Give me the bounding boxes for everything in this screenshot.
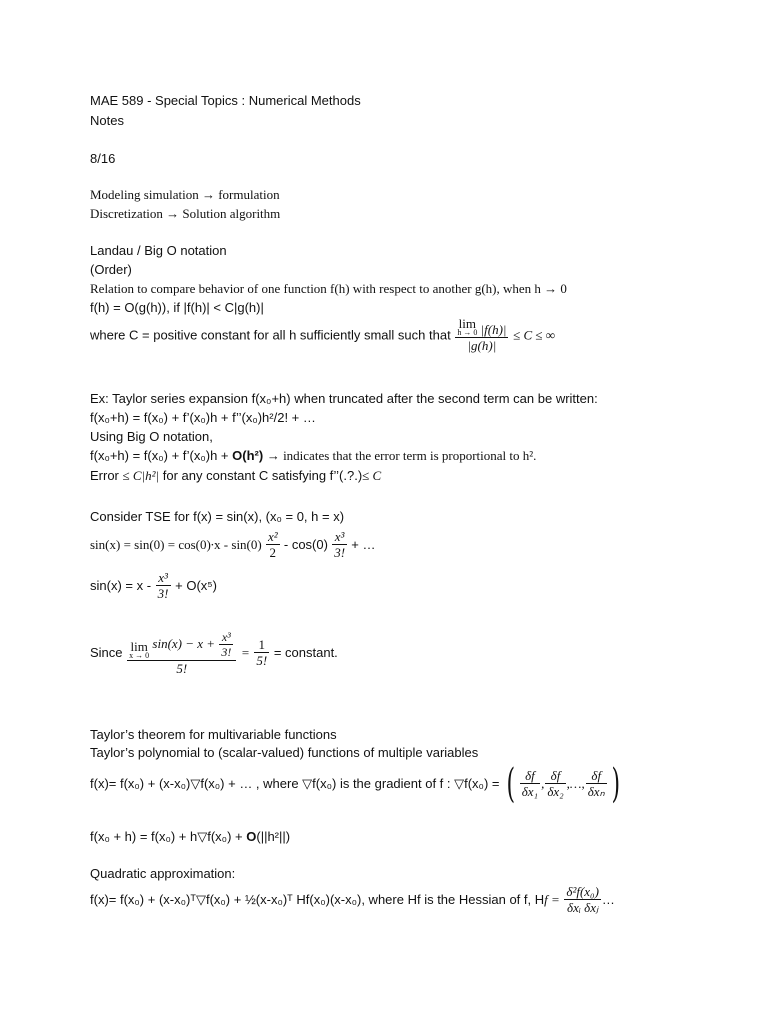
error-line: Error ≤ C|h²| for any constant C satisfying f’’(.?.)≤ C xyxy=(90,468,382,483)
multivar-title: Taylor’s theorem for multivariable functions xyxy=(90,727,337,742)
lim-operator: lim h → 0 xyxy=(457,316,478,337)
error-bound-expr: ≤ C|h²| xyxy=(122,468,160,483)
df-dx2: $\frac{\delta f}{\text{δx₂}}$ xyxy=(547,768,564,799)
date-label: 8/16 xyxy=(90,151,116,166)
df-dxn: $\frac{\delta f}{\text{δxₙ}}$ xyxy=(587,768,605,799)
bigo-definition: f(h) = O(g(h)), if |f(h)| < C|g(h)| xyxy=(90,300,264,315)
multivar-poly: Taylor’s polynomial to (scalar-valued) functions of multiple variables xyxy=(90,745,479,760)
taylor-bigo-line: f(x₀+h) = f(x₀) + f’(x₀)h + O(h²) → indicates that the error term is proportional to h². xyxy=(90,448,537,463)
sin-bigo: sin(x) = x - $\frac{\text{x³}}{3!}$ + O(x⁵) xyxy=(90,570,218,601)
relation-text: Relation to compare behavior of one function f(h) with respect to another g(h), when h → 0 xyxy=(90,281,567,296)
one-over-5fact: $\frac{1}{5!}$ xyxy=(256,637,268,668)
lim-denominator: |g(h)| xyxy=(455,337,508,353)
gradient-line: f(x)= f(x₀) + (x-x₀)▽f(x₀) + … , where ▽f(x₀) is the gradient of f : ▽f(x₀) = ( $\frac{\delta f}{\text{δx₁}}$ , $\frac{\delta f}{\text{δx₂}}$ ,…, $\frac{\delta f}{\text{δxₙ}}$ ) xyxy=(90,761,620,807)
order-label: (Order) xyxy=(90,262,132,277)
hessian-fraction: $\frac{\text{δ²f(x₀)}}{\text{δxᵢ δxⱼ}}$ xyxy=(566,884,599,915)
lim-numerator: |f(h)| xyxy=(480,322,507,337)
where-c-line xyxy=(90,318,555,353)
df-dx1: $\frac{\delta f}{\text{δx₁}}$ xyxy=(521,768,539,799)
since-fraction: lim x → 0 sin(x) − x + $\frac{\text{x³}}{3!}$ 5! xyxy=(127,630,236,676)
notes-label: Notes xyxy=(90,113,124,128)
bound-expr: ≤ C ≤ ∞ xyxy=(513,327,556,343)
taylor-example-intro: Ex: Taylor series expansion f(x₀+h) when truncated after the second term can be written: xyxy=(90,391,598,406)
sin-expansion: sin(x) = sin(0) = cos(0)∙x - sin(0) $\frac{\text{x²}}{2}$ - cos(0) $\frac{\text{x³}}{3!}$ + … xyxy=(90,529,376,560)
where-c-text: where C = positive constant for all h sufficiently small such that xyxy=(90,327,451,343)
x3-over-3fact-2: $\frac{\text{x³}}{3!}$ xyxy=(157,570,169,601)
discretization-line: Discretization → Solution algorithm xyxy=(90,206,281,221)
landau-title: Landau / Big O notation xyxy=(90,243,227,258)
bigo-term: O(h²) xyxy=(232,448,264,463)
h-gradient-line: f(x₀ + h) = f(x₀) + h▽f(x₀) + O(||h²||) xyxy=(90,829,291,844)
taylor-series: f(x₀+h) = f(x₀) + f’(x₀)h + f’’(x₀)h²/2! + … xyxy=(90,410,316,425)
quadratic-line: f(x)= f(x₀) + (x-x₀)ᵀ▽f(x₀) + ½(x-x₀)ᵀ Hf(x₀)(x-x₀), where Hf is the Hessian of f, Hf = $\frac{\text{δ²f(x₀)}}{\text{δxᵢ δxⱼ}}$ … xyxy=(90,884,615,915)
x2-over-2: $\frac{\text{x²}}{2}$ xyxy=(267,529,278,560)
error-proportional-text: → indicates that the error term is proportional to h². xyxy=(266,448,537,463)
using-bigo: Using Big O notation, xyxy=(90,429,213,444)
quadratic-title: Quadratic approximation: xyxy=(90,866,236,881)
modeling-line: Modeling simulation → formulation xyxy=(90,187,280,202)
limit-fraction xyxy=(455,318,508,353)
since-line: Since lim x → 0 sin(x) − x + $\frac{\text{x³}}{3!}$ 5! = $\frac{1}{5!}$ = constant. xyxy=(90,630,338,676)
x3-over-3fact: $\frac{\text{x³}}{3!}$ xyxy=(334,529,346,560)
course-title: MAE 589 - Special Topics : Numerical Methods xyxy=(90,93,361,108)
consider-tse: Consider TSE for f(x) = sin(x), (x₀ = 0, h = x) xyxy=(90,509,345,524)
